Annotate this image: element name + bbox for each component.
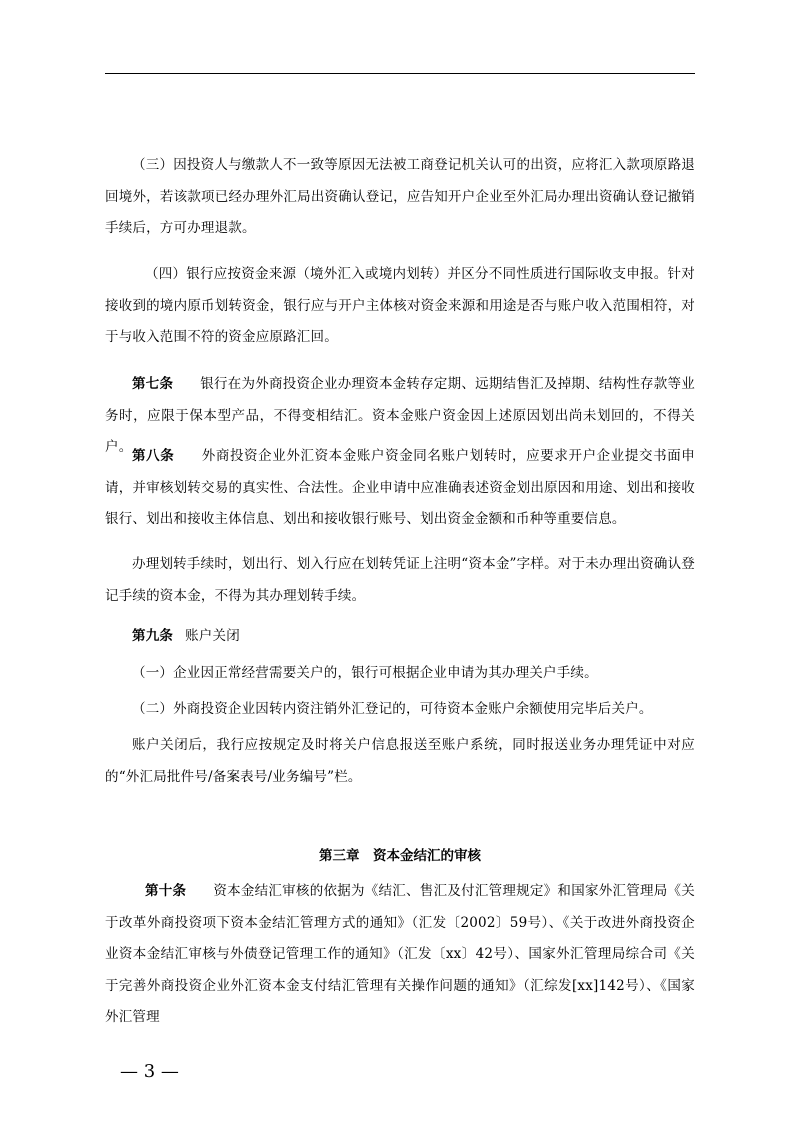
article-text: 银行在为外商投资企业办理资本金转存定期、远期结售汇及掉期、结构性存款等业务时，应限于保本型产品，不得变相结汇。资本金账户资金因上述原因划出尚未划回的，不得关户。: [105, 376, 695, 455]
article-9: [105, 621, 695, 653]
article-label: 第九条: [132, 628, 174, 644]
paragraph-text: （三）因投资人与缴款人不一致等原因无法被工商登记机关认可的出资，应将汇入款项原路退回境外，若该款项已经办理外汇局出资确认登记，应告知开户企业至外汇局办理出资确认登记撤销手续后，方可办理退款。: [105, 157, 695, 236]
article-label: 第七条: [132, 376, 174, 392]
article-text: 外商投资企业外汇资本金账户资金同名账户划转时，应要求开户企业提交书面申请，并审核划转交易的真实性、合法性。企业申请中应准确表述资金划出原因和用途、划出和接收银行、划出和接收主体信息、划出和接收银行账号、划出资金金额和币种等重要信息。: [105, 448, 696, 527]
paragraph-text: 账户关闭后，我行应按规定及时将关户信息报送至账户系统，同时报送业务办理凭证中对应的“外汇局批件号/备案表号/业务编号”栏。: [105, 737, 695, 785]
chapter-title: 第三章 资本金结汇的审核: [319, 848, 481, 864]
paragraph-4: [105, 259, 695, 354]
transfer-paragraph: [105, 549, 695, 612]
paragraph-text: （二）外商投资企业因转内资注销外汇登记的，可待资本金账户余额使用完毕后关户。: [132, 701, 653, 717]
article-8: [105, 441, 695, 536]
article-10: [105, 876, 695, 1034]
paragraph-3: [105, 150, 695, 245]
article-label: 第十条: [145, 883, 187, 899]
paragraph-text: （四）银行应按资金来源（境外汇入或境内划转）并区分不同性质进行国际收支申报。针对接收到的境内原币划转资金，银行应与开户主体核对资金来源和用途是否与账户收入范围相符，对于与收入范围不符的资金应原路汇回。: [105, 266, 695, 345]
article-text: 资本金结汇审核的依据为《结汇、售汇及付汇管理规定》和国家外汇管理局《关于改革外商投资项下资本金结汇管理方式的通知》（汇发〔2002〕59号）、《关于改进外商投资企业资本金结汇审核与外债登记管理工作的通知》（汇发〔xx〕42号）、国家外汇管理局综合司《关于完善外商投资企业外汇资本金支付结汇管理有关操作问题的通知》（汇综发[xx]142号）、《国家外汇管理: [105, 883, 695, 1025]
paragraph-9-2: [105, 694, 695, 726]
paragraph-9-1: [105, 658, 695, 690]
article-label: 第八条: [132, 448, 175, 464]
paragraph-text: 办理划转手续时，划出行、划入行应在划转凭证上注明“资本金”字样。对于未办理出资确认登记手续的资本金，不得为其办理划转手续。: [105, 556, 695, 604]
paragraph-text: （一）企业因正常经营需要关户的，银行可根据企业申请为其办理关户手续。: [132, 665, 598, 681]
closure-paragraph: [105, 730, 695, 793]
article-text: 账户关闭: [185, 628, 240, 644]
header-rule: [105, 73, 695, 74]
page-number: — 3 —: [120, 1061, 179, 1082]
